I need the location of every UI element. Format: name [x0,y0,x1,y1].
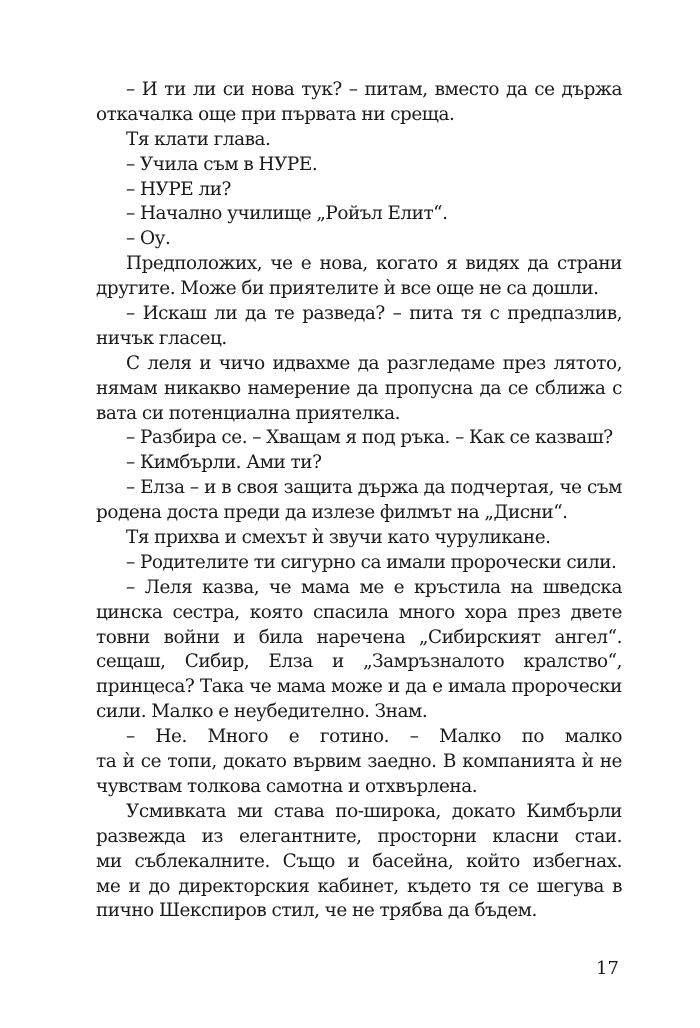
text-line: Предположих, че е нова, когато я видях да страни [126,253,622,275]
text-line: – И ти ли си нова тук? – питам, вместо да се държа [126,79,622,100]
text-line: – Родителите ти сигурно са имали пророчески сили. [126,551,617,573]
text-line: С леля и чичо идвахме да разгледаме през лятото, [126,352,622,374]
text-line: ме и до директорския кабинет, където тя се шегува в [96,875,622,897]
text-line: откачалка още при първата ни среща. [96,103,455,125]
text-line: ничък гласец. [96,327,227,349]
text-line: – Учила съм в НУРЕ. [126,153,318,175]
text-line: цинска сестра, която спасила много хора през двете [96,601,622,623]
text-line: чувствам толкова самотна и отхвърлена. [96,775,478,797]
text-line: сещаш, Сибир, Елза и „Замръзналото кралство“, [96,651,622,673]
text-line: – Оу. [126,228,171,250]
body-text [96,78,622,924]
text-line: та ѝ се топи, докато вървим заедно. В компанията ѝ не [96,751,622,773]
text-line: Тя клати глава. [126,128,271,150]
text-line: развежда из елегантните, просторни класни стаи. [96,825,622,847]
text-line: пично Шекспиров стил, че не трябва да бъдем. [96,900,537,922]
text-line: – Не. Много е готино. – Малко по малко [126,726,622,748]
text-line: принцеса? Така че мама може и да е имала пророчески [96,676,622,698]
text-line: – Леля казва, че мама ме е кръстила на шведска [126,576,622,598]
text-line: нямам никакво намерение да пропусна да се сближа с [96,377,622,399]
text-line: – Разбира се. – Хващам я под ръка. – Как се казваш? [126,427,613,449]
text-line: – НУРЕ ли? [126,178,231,200]
text-line: – Искаш ли да те разведа? – пита тя с предпазлив, [126,303,622,325]
text-line: – Кимбърли. Ами ти? [126,452,322,474]
page-number: 17 [596,958,619,979]
text-line: ми съблекалните. Също и басейна, който избегнах. [96,850,622,872]
text-line: Тя прихва и смехът ѝ звучи като чуруликане. [126,527,551,549]
text-line: вата си потенциална приятелка. [96,402,400,424]
text-line: товни войни и била наречена „Сибирският ангел“. [96,626,622,648]
text-line: сили. Малко е неубедително. Знам. [96,701,428,723]
text-line: – Начално училище „Ройъл Елит“. [126,203,448,225]
text-line: родена доста преди да излезе филмът на „Дисни“. [96,502,568,524]
text-line: другите. Може би приятелите ѝ все още не са дошли. [96,278,599,300]
text-line: Усмивката ми става по-широка, докато Кимбърли [126,800,622,822]
text-line: – Елза – и в своя защита държа да подчертая, че съм [126,477,622,499]
